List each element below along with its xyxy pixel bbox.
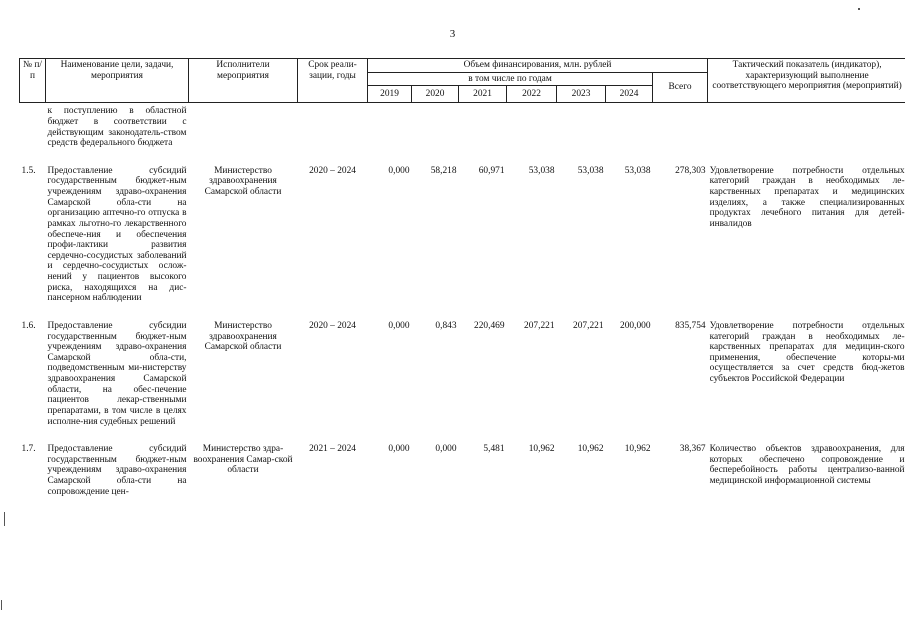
row-term: 2020 – 2024 <box>309 165 356 176</box>
row-term: 2021 – 2024 <box>309 444 356 455</box>
row-value-2023: 207,221 <box>573 320 604 331</box>
row-indicator: Удовлетворение потребности отдельных категорий граждан в необходимых ле-карственных препаратах и медицинских изделиях, а также специализированных продуктах лечебного питания для детей-инвалидов <box>709 165 905 229</box>
row-number: 1.7. <box>21 444 36 455</box>
header-year: 2019 <box>368 86 412 103</box>
continuation-text: к поступлению в областной бюджет в соответствии с действующим законодатель-ством средств федерального бюджета <box>47 106 187 149</box>
row-indicator: Количество объектов здравоохранения, для которых обеспечено сопровождение и бесперебойность работы централизо-ванной медицинской информационной системы <box>709 444 905 486</box>
header-term: Срок реали-зации, годы <box>298 59 368 103</box>
row-term: 2020 – 2024 <box>309 320 356 331</box>
table-row <box>20 444 905 497</box>
header-indicator: Тактический показатель (индикатор), характеризующий выполнение соответствующего мероприятия (мероприятий) <box>708 59 905 103</box>
table-row <box>20 166 905 304</box>
row-indicator: Удовлетворение потребности отдельных категорий граждан в необходимых ле-карственных препаратах для медицин-ского применения, обеспечение которы-ми осуществляется за счет средств бюд-жетов субъектов Российской Федерации <box>709 320 905 384</box>
continuation-row <box>20 103 905 149</box>
row-executor: Министерство здравоохранения Самарской области <box>204 165 282 197</box>
row-value-2023: 10,962 <box>577 444 604 455</box>
header-name: Наименование цели, задачи, мероприятия <box>46 59 189 103</box>
header-year: 2024 <box>606 86 653 103</box>
row-number: 1.5. <box>21 165 36 176</box>
page-number: 3 <box>449 28 456 40</box>
header-by-years: в том числе по годам <box>368 72 653 86</box>
row-value-2021: 60,971 <box>478 165 505 176</box>
row-value-2021: 220,469 <box>474 320 505 331</box>
row-executor: Министерство здравоохранения Самарской области <box>204 320 282 353</box>
row-number: 1.6. <box>21 320 36 331</box>
header-number: № п/п <box>20 59 46 103</box>
row-value-2019: 0,000 <box>388 320 410 331</box>
row-value-2019: 0,000 <box>388 165 410 176</box>
financing-table <box>19 58 905 497</box>
row-value-2019: 0,000 <box>388 444 410 455</box>
row-value-2024: 10,962 <box>624 444 651 455</box>
row-value-2024: 53,038 <box>624 165 651 176</box>
row-value-2021: 5,481 <box>483 444 505 455</box>
scan-speck <box>858 8 860 10</box>
header-executors: Исполнители мероприятия <box>189 59 298 103</box>
row-value-2020: 0,843 <box>435 320 457 331</box>
table-row <box>20 321 905 427</box>
row-value-2020: 58,218 <box>430 165 457 176</box>
header-year: 2020 <box>412 86 459 103</box>
row-total: 835,754 <box>675 320 706 331</box>
header-year: 2022 <box>507 86 557 103</box>
row-name: Предоставление субсидий государственным бюджет-ным учреждениям здраво-охранения Самарской обла-сти на сопровождение цен- <box>47 444 187 497</box>
scan-speck <box>4 512 5 526</box>
row-value-2022: 10,962 <box>528 444 555 455</box>
header-year: 2023 <box>557 86 606 103</box>
header-total: Всего <box>653 72 708 103</box>
scan-speck <box>1 600 2 610</box>
header-financing: Объем финансирования, млн. рублей <box>368 59 708 73</box>
row-value-2023: 53,038 <box>577 165 604 176</box>
row-executor: Министерство здра-воохранения Самар-ской области <box>193 444 293 476</box>
row-name: Предоставление субсидии государственным бюджет-ным учреждениям здраво-охранения Самарской обла-сти, подведомственным ми-нистерству здравоохранения Самарской области, на обес-печение пациентов лекар-ственными препаратами, в том числе в целях исполне-ния судебных решений <box>47 320 187 427</box>
row-value-2024: 200,000 <box>620 320 651 331</box>
row-value-2022: 53,038 <box>528 165 555 176</box>
row-value-2022: 207,221 <box>524 320 555 331</box>
header-year: 2021 <box>459 86 507 103</box>
row-total: 278,303 <box>675 165 706 176</box>
row-total: 38,367 <box>679 444 706 455</box>
row-value-2020: 0,000 <box>435 444 457 455</box>
row-name: Предоставление субсидий государственным бюджет-ным учреждениям здраво-охранения Самарской обла-сти на организацию аптечно-го отпуска в рамках льготно-го лекарственного обеспече-ния и обеспечения профи-лактики развития сердечно-сосудистых заболеваний и сердечно-сосудистых ослож-нений у пациентов высокого риска, находящихся на дис-пансерном наблюдении <box>47 165 187 304</box>
